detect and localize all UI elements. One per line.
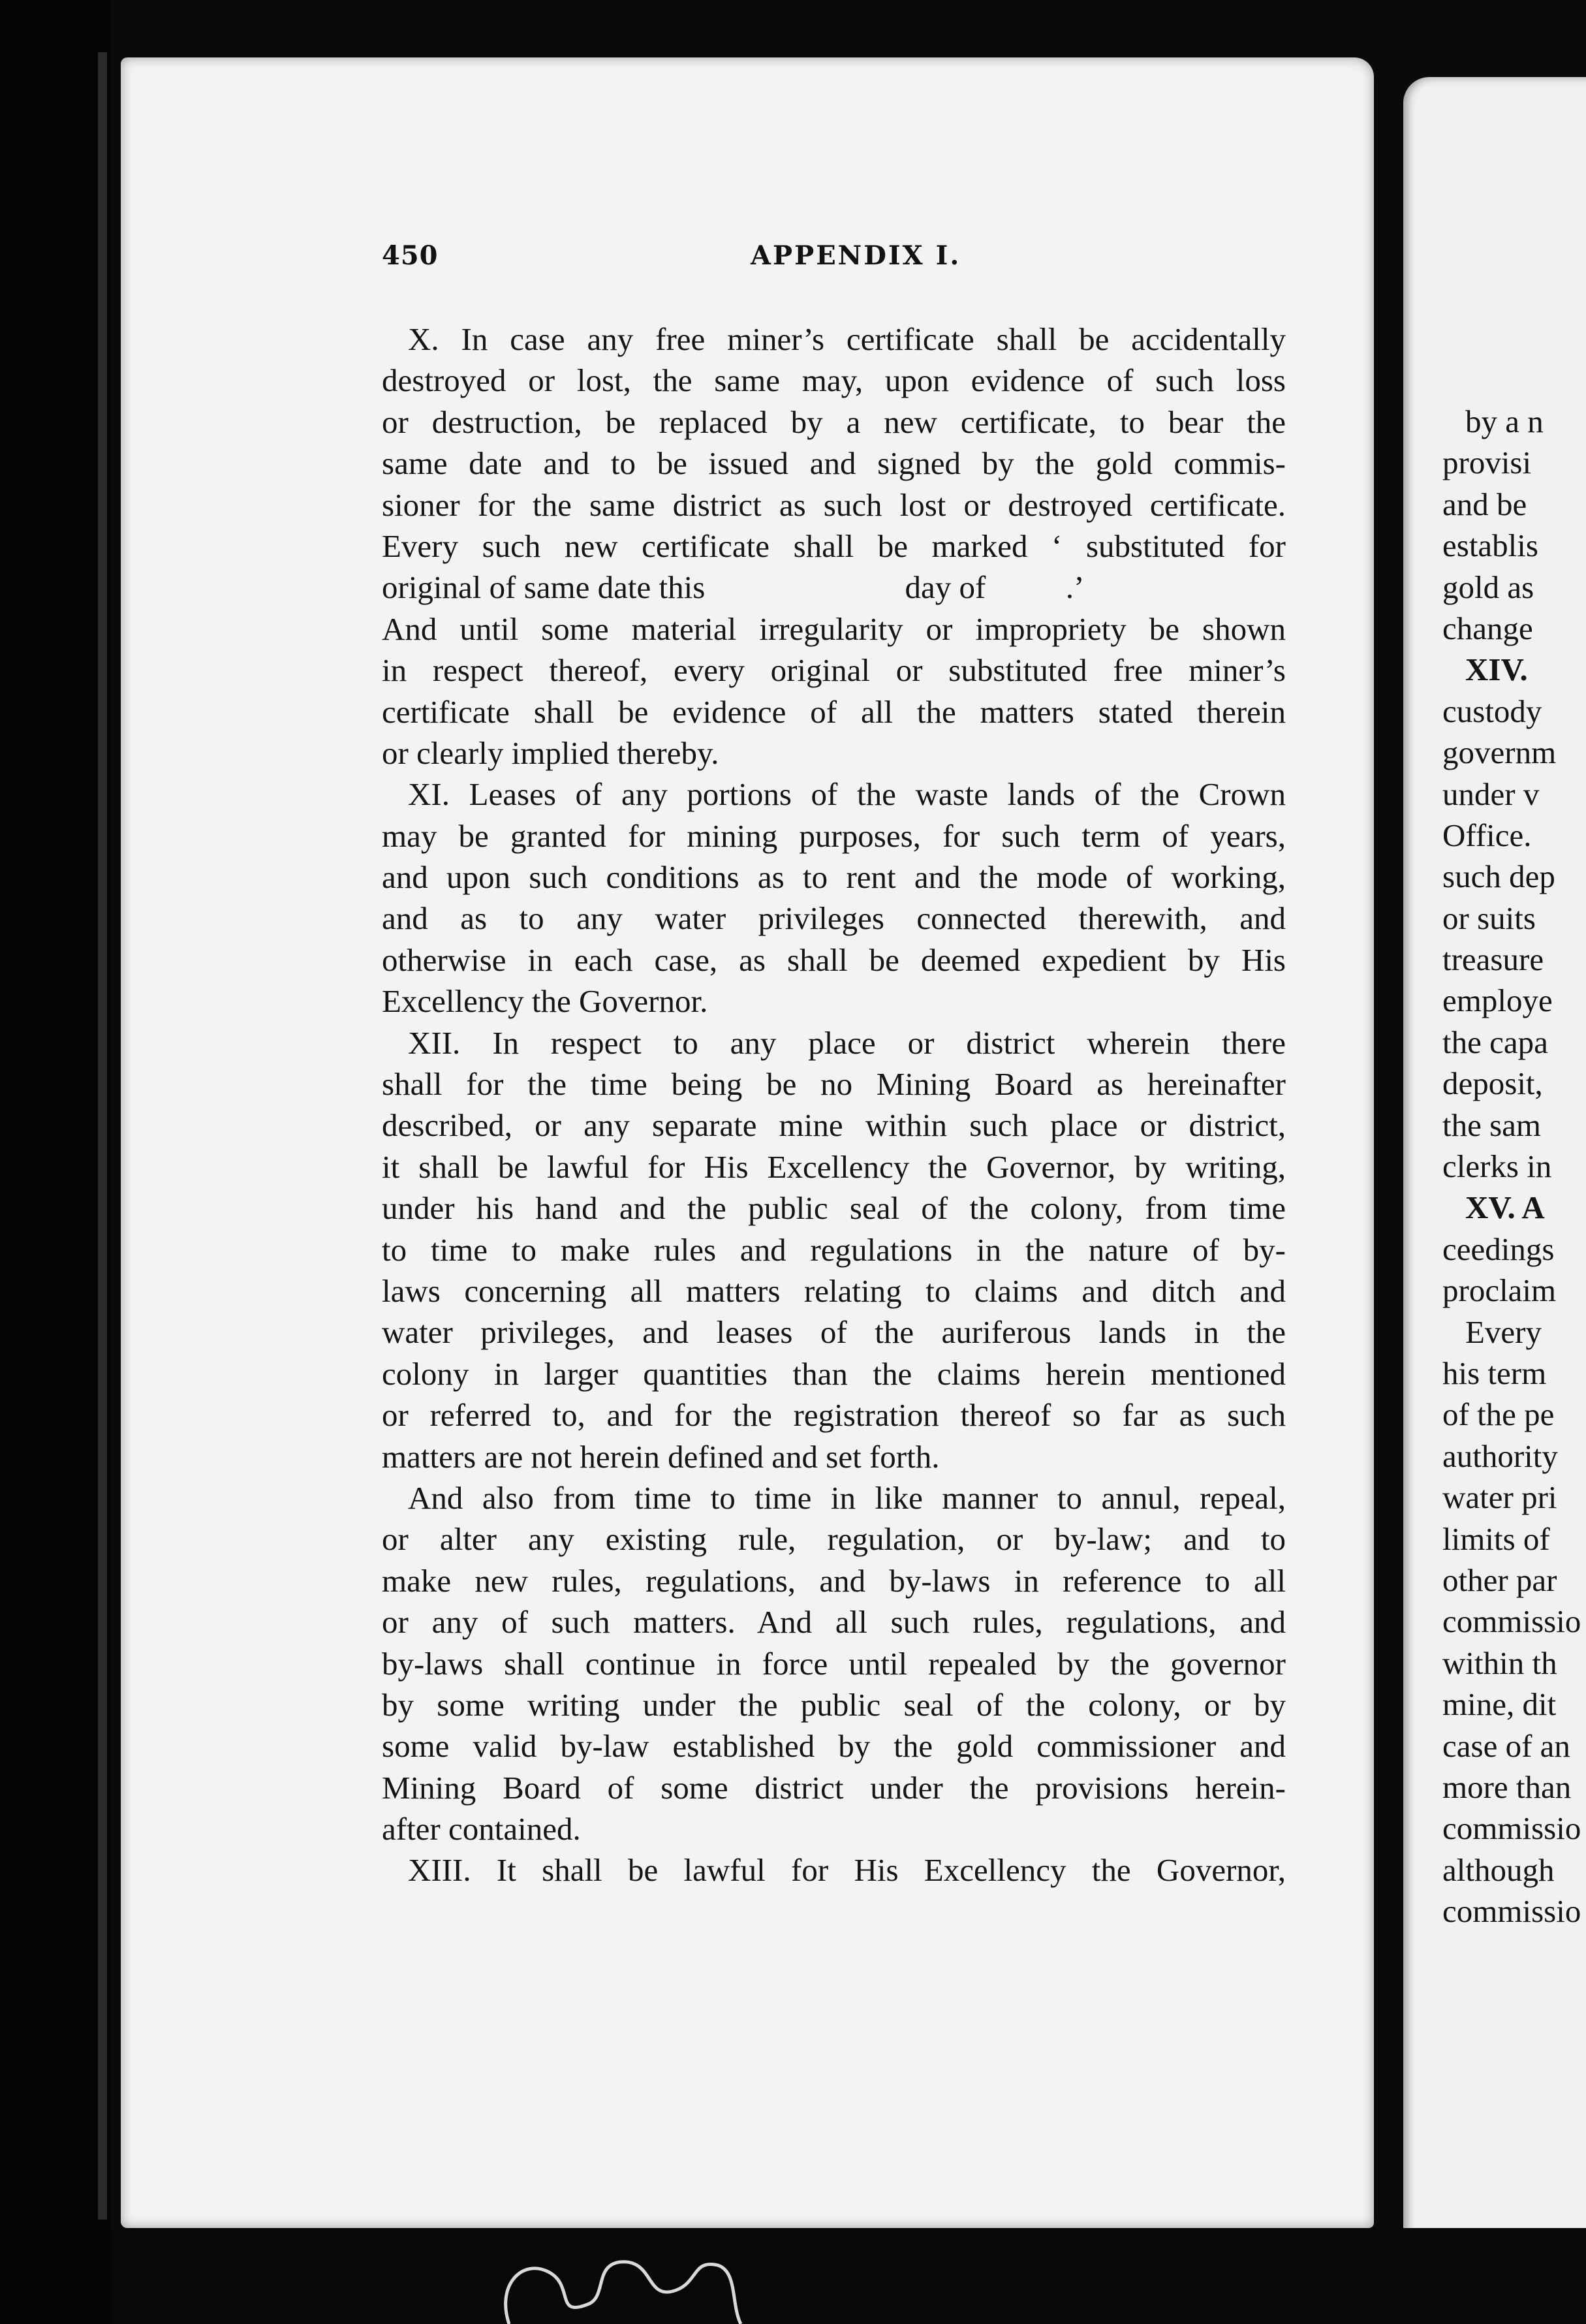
text-line: Every such new certificate shall be marked ‘ substituted for — [382, 527, 1286, 564]
text-line: after contained. — [382, 1811, 581, 1847]
facing-text-line: custody — [1442, 693, 1542, 729]
text-line: laws concerning all matters relating to claims and ditch and — [382, 1272, 1286, 1309]
facing-text-line: clerks in — [1442, 1148, 1552, 1185]
text-line: XIII. It shall be lawful for His Excellency the Governor, — [408, 1852, 1286, 1889]
text-line: Mining Board of some district under the provisions herein- — [382, 1769, 1286, 1806]
binding-edge — [98, 52, 107, 2220]
facing-text-line: mine, dit — [1442, 1686, 1557, 1723]
facing-text-line: of the pe — [1442, 1396, 1555, 1433]
text-line: in respect thereof, every original or substituted free miner’s — [382, 652, 1286, 689]
text-line: colony in larger quantities than the claims herein mentioned — [382, 1355, 1286, 1392]
facing-text-line: establis — [1442, 527, 1538, 564]
facing-text-line: under v — [1442, 776, 1540, 812]
text-line: otherwise in each case, as shall be deemed expedient by His — [382, 941, 1286, 978]
text-line: and as to any water privileges connected therewith, and — [382, 900, 1286, 937]
text-line: certificate shall be evidence of all the matters stated therein — [382, 693, 1286, 730]
scan-bottom-margin — [111, 2228, 1586, 2324]
text-line: or destruction, be replaced by a new certificate, to bear the — [382, 403, 1286, 440]
text-line: and upon such conditions as to rent and the mode of working, — [382, 859, 1286, 896]
text-line: by-laws shall continue in force until repealed by the governor — [382, 1645, 1286, 1682]
facing-text-line: and be — [1442, 486, 1527, 522]
text-line: or clearly implied thereby. — [382, 734, 719, 771]
facing-text-line: the capa — [1442, 1024, 1548, 1060]
facing-text-line: or suits — [1442, 900, 1536, 936]
facing-text-line: Every — [1465, 1313, 1542, 1350]
facing-text-line: deposit, — [1442, 1065, 1543, 1102]
text-line: described, or any separate mine within such place or district, — [382, 1107, 1286, 1144]
facing-text-line: other par — [1442, 1562, 1557, 1598]
facing-text-line: his term — [1442, 1355, 1547, 1391]
facing-text-line: the sam — [1442, 1107, 1542, 1143]
facing-text-line: provisi — [1442, 445, 1532, 481]
text-line: destroyed or lost, the same may, upon evidence of such loss — [382, 362, 1286, 399]
text-line: to time to make rules and regulations in the nature of by- — [382, 1231, 1286, 1268]
text-line: make new rules, regulations, and by-laws in reference to all — [382, 1562, 1286, 1599]
facing-text-line: gold as — [1442, 569, 1534, 605]
text-line: XII. In respect to any place or district wherein there — [408, 1024, 1286, 1061]
facing-page-text — [1442, 401, 1586, 1932]
text-line: Excellency the Governor. — [382, 983, 708, 1020]
bookmark-string-icon — [496, 2246, 744, 2324]
facing-text-line: treasure — [1442, 941, 1544, 978]
facing-text-line: by a n — [1465, 403, 1544, 439]
facing-text-line: employe — [1442, 982, 1553, 1019]
running-title: APPENDIX I. — [751, 240, 961, 271]
facing-text-line: Office. — [1442, 817, 1532, 853]
text-line: may be granted for mining purposes, for such term of years, — [382, 817, 1286, 854]
text-line: And also from time to time in like manner to annul, repeal, — [408, 1479, 1286, 1516]
facing-text-line: authority — [1442, 1437, 1558, 1474]
text-line: X. In case any free miner’s certificate shall be accidentally — [408, 321, 1286, 357]
facing-text-line: proclaim — [1442, 1272, 1557, 1309]
facing-text-line: ceedings — [1442, 1231, 1555, 1267]
facing-text-line: although — [1442, 1851, 1555, 1888]
facing-text-line: change — [1442, 610, 1533, 646]
text-line: or any of such matters. And all such rules, regulations, and — [382, 1604, 1286, 1641]
facing-text-line: XV. A — [1465, 1189, 1545, 1226]
text-line: sioner for the same district as such lost or destroyed certificate. — [382, 486, 1286, 523]
page-body-text — [382, 319, 1286, 1891]
text-line: XI. Leases of any portions of the waste lands of the Crown — [408, 776, 1286, 813]
text-line: original of same date this day of .’ — [382, 569, 1085, 606]
facing-text-line: water pri — [1442, 1479, 1557, 1516]
facing-text-line: commissio — [1442, 1603, 1581, 1640]
facing-text-line: commissio — [1442, 1810, 1581, 1847]
text-line: some valid by-law established by the gold commissioner and — [382, 1728, 1286, 1765]
facing-text-line: governm — [1442, 734, 1557, 771]
facing-text-line: such dep — [1442, 858, 1555, 895]
text-line: water privileges, and leases of the auriferous lands in the — [382, 1314, 1286, 1351]
page-number: 450 — [382, 240, 439, 271]
facing-text-line: limits of — [1442, 1520, 1550, 1557]
facing-text-line: XIV. — [1465, 652, 1528, 688]
text-line: under his hand and the public seal of the colony, from time — [382, 1190, 1286, 1227]
text-line: it shall be lawful for His Excellency the Governor, by writing, — [382, 1148, 1286, 1185]
text-line: And until some material irregularity or impropriety be shown — [382, 610, 1286, 647]
text-line: same date and to be issued and signed by the gold commis- — [382, 445, 1286, 482]
text-line: shall for the time being be no Mining Board as hereinafter — [382, 1066, 1286, 1103]
text-line: or referred to, and for the registration thereof so far as such — [382, 1397, 1286, 1434]
facing-text-line: commissio — [1442, 1893, 1581, 1930]
text-line: or alter any existing rule, regulation, or by-law; and to — [382, 1521, 1286, 1558]
facing-text-line: more than — [1442, 1768, 1572, 1805]
text-line: by some writing under the public seal of the colony, or by — [382, 1686, 1286, 1723]
running-head — [382, 240, 1283, 279]
facing-text-line: within th — [1442, 1644, 1557, 1681]
text-line: matters are not herein defined and set forth. — [382, 1438, 940, 1475]
facing-text-line: case of an — [1442, 1727, 1570, 1764]
book-spine-shadow — [0, 0, 111, 2324]
facing-page — [1403, 77, 1586, 2257]
